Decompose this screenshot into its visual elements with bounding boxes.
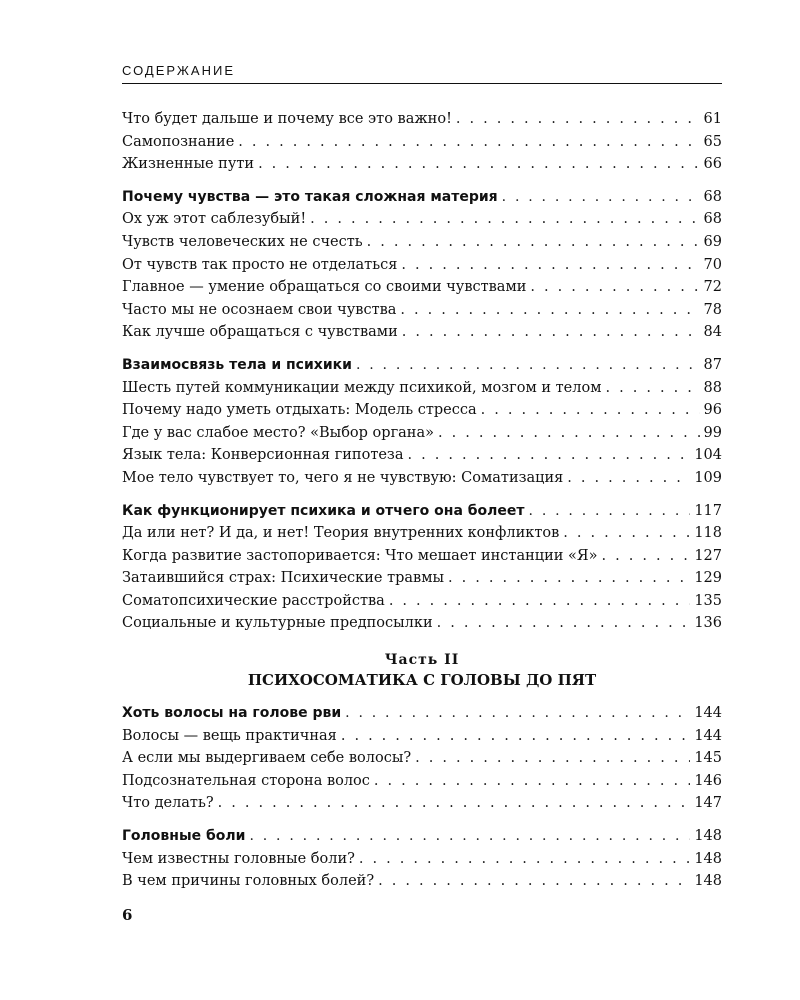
dot-leader <box>367 231 700 254</box>
dot-leader <box>345 702 690 725</box>
toc-section <box>122 825 722 893</box>
dot-leader <box>258 153 699 176</box>
dot-leader <box>356 354 700 377</box>
running-head: СОДЕРЖАНИЕ <box>122 62 722 84</box>
toc-entry <box>122 870 722 893</box>
toc-entry-title: Соматопсихические расстройства <box>122 592 385 609</box>
toc-entry <box>122 725 722 748</box>
dot-leader <box>378 870 690 893</box>
toc-entry <box>122 792 722 815</box>
toc-page-number: 88 <box>703 379 722 396</box>
toc-entry-title: Где у вас слабое место? «Выбор органа» <box>122 424 434 441</box>
toc-page-number: 72 <box>703 279 722 296</box>
dot-leader <box>563 522 690 545</box>
toc-entry-title: Жизненные пути <box>122 156 255 173</box>
toc-page-number: 144 <box>694 705 722 722</box>
toc-entry <box>122 131 722 154</box>
toc-entry-title: Как функционирует психика и отчего она болеет <box>122 502 525 519</box>
toc-entry-title: Подсознательная сторона волос <box>122 772 370 789</box>
toc-chapter-heading <box>122 500 722 523</box>
toc-section <box>122 354 722 490</box>
toc-entry <box>122 399 722 422</box>
dot-leader <box>502 186 700 209</box>
toc-page-number: 99 <box>703 424 722 441</box>
dot-leader <box>218 792 691 815</box>
toc-page-number: 68 <box>703 188 722 205</box>
toc-page-number: 68 <box>703 211 722 228</box>
dot-leader <box>407 444 690 467</box>
toc-entry-title: Волосы — вещь практичная <box>122 727 337 744</box>
toc-entry <box>122 567 722 590</box>
toc-entry <box>122 231 722 254</box>
toc-page <box>122 62 722 903</box>
toc-entry <box>122 444 722 467</box>
toc-page-number: 135 <box>694 592 722 609</box>
page-number: 6 <box>122 906 133 924</box>
toc-entry <box>122 747 722 770</box>
toc-entry-title: Мое тело чувствует то, чего я не чувствую: Соматизация <box>122 469 564 486</box>
toc-entry-title: Шесть путей коммуникации между психикой, мозгом и телом <box>122 379 602 396</box>
toc-entry-title: Головные боли <box>122 828 246 845</box>
toc-chapter-heading <box>122 186 722 209</box>
dot-leader <box>529 500 691 523</box>
toc-entry <box>122 848 722 871</box>
toc-page-number: 66 <box>703 156 722 173</box>
toc-page-number: 147 <box>694 795 722 812</box>
dot-leader <box>249 825 690 848</box>
toc-chapter-heading <box>122 825 722 848</box>
toc-page-number: 96 <box>703 402 722 419</box>
toc-entry <box>122 612 722 635</box>
toc-entry-title: Что делать? <box>122 795 214 812</box>
toc-page-number: 144 <box>694 727 722 744</box>
dot-leader <box>438 422 700 445</box>
toc-page-number: 109 <box>694 469 722 486</box>
toc-entry <box>122 208 722 231</box>
toc-entry <box>122 770 722 793</box>
dot-leader <box>601 545 690 568</box>
toc-entry-title: Затаившийся страх: Психические травмы <box>122 570 445 587</box>
dot-leader <box>567 467 690 490</box>
toc-entry-title: Чем известны головные боли? <box>122 850 355 867</box>
toc-entry-title: А если мы выдергиваем себе волосы? <box>122 750 412 767</box>
toc-section <box>122 500 722 636</box>
dot-leader <box>238 131 699 154</box>
toc-page-number: 104 <box>694 447 722 464</box>
toc-page-number: 148 <box>694 850 722 867</box>
toc-chapter-heading <box>122 354 722 377</box>
toc-sections-part-2 <box>122 702 722 893</box>
toc-entry <box>122 108 722 131</box>
part-label: Часть II <box>384 652 460 669</box>
dot-leader <box>415 747 690 770</box>
toc-page-number: 69 <box>703 233 722 250</box>
part-divider <box>122 651 722 690</box>
toc-entry <box>122 422 722 445</box>
toc-entry-title: Что будет дальше и почему все это важно! <box>122 111 452 127</box>
toc-page-number: 61 <box>703 111 722 127</box>
dot-leader <box>310 208 699 231</box>
toc-page-number: 84 <box>703 324 722 341</box>
toc-entry-title: Почему надо уметь отдыхать: Модель стресса <box>122 402 477 419</box>
toc-entry-title: Когда развитие застопоривается: Что мешает инстанции «Я» <box>122 547 598 564</box>
toc-page-number: 148 <box>694 828 722 845</box>
toc-entry-title: Как лучше обращаться с чувствами <box>122 324 398 341</box>
toc-entry-title: Язык тела: Конверсионная гипотеза <box>122 447 404 464</box>
toc-page-number: 65 <box>703 133 722 150</box>
toc-page-number: 129 <box>694 570 722 587</box>
toc-section <box>122 108 722 176</box>
dot-leader <box>456 108 700 131</box>
toc-entry <box>122 522 722 545</box>
toc-entry-title: Самопознание <box>122 133 235 150</box>
toc-page-number: 118 <box>694 525 722 542</box>
toc-entry-title: Да или нет? И да, и нет! Теория внутренних конфликтов <box>122 525 560 542</box>
dot-leader <box>448 567 690 590</box>
toc-entry-title: Почему чувства — это такая сложная материя <box>122 188 498 205</box>
toc-page-number: 87 <box>703 356 722 373</box>
toc-entry <box>122 153 722 176</box>
toc-entry <box>122 299 722 322</box>
toc-entry <box>122 467 722 490</box>
part-title: ПСИХОСОМАТИКА С ГОЛОВЫ ДО ПЯТ <box>247 671 597 690</box>
toc-section <box>122 186 722 344</box>
toc-entry-title: Чувств человеческих не счесть <box>122 233 363 250</box>
toc-entry <box>122 276 722 299</box>
table-of-contents <box>122 108 722 893</box>
toc-entry-title: Взаимосвязь тела и психики <box>122 356 352 373</box>
toc-page-number: 148 <box>694 873 722 890</box>
dot-leader <box>481 399 700 422</box>
dot-leader <box>374 770 690 793</box>
dot-leader <box>401 254 699 277</box>
toc-entry-title: В чем причины головных болей? <box>122 873 375 890</box>
toc-entry-title: Часто мы не осознаем свои чувства <box>122 301 397 318</box>
toc-page-number: 127 <box>694 547 722 564</box>
toc-page-number: 117 <box>694 502 722 519</box>
toc-section <box>122 702 722 815</box>
toc-page-number: 145 <box>694 750 722 767</box>
toc-entry-title: Хоть волосы на голове рви <box>122 705 342 722</box>
dot-leader <box>400 299 699 322</box>
toc-page-number: 136 <box>694 615 722 632</box>
toc-entry-title: Главное — умение обращаться со своими чувствами <box>122 279 527 296</box>
toc-entry <box>122 321 722 344</box>
toc-page-number: 78 <box>703 301 722 318</box>
dot-leader <box>341 725 690 748</box>
dot-leader <box>389 590 691 613</box>
toc-entry <box>122 545 722 568</box>
toc-chapter-heading <box>122 702 722 725</box>
toc-entry <box>122 254 722 277</box>
dot-leader <box>359 848 690 871</box>
toc-entry-title: От чувств так просто не отделаться <box>122 256 398 273</box>
toc-entry <box>122 590 722 613</box>
dot-leader <box>402 321 700 344</box>
dot-leader <box>437 612 691 635</box>
dot-leader <box>530 276 699 299</box>
toc-entry-title: Ох уж этот саблезубый! <box>122 211 307 228</box>
toc-sections-part-1 <box>122 108 722 635</box>
toc-page-number: 70 <box>703 256 722 273</box>
toc-entry-title: Социальные и культурные предпосылки <box>122 615 433 632</box>
toc-entry <box>122 377 722 400</box>
dot-leader <box>605 377 699 400</box>
toc-page-number: 146 <box>694 772 722 789</box>
